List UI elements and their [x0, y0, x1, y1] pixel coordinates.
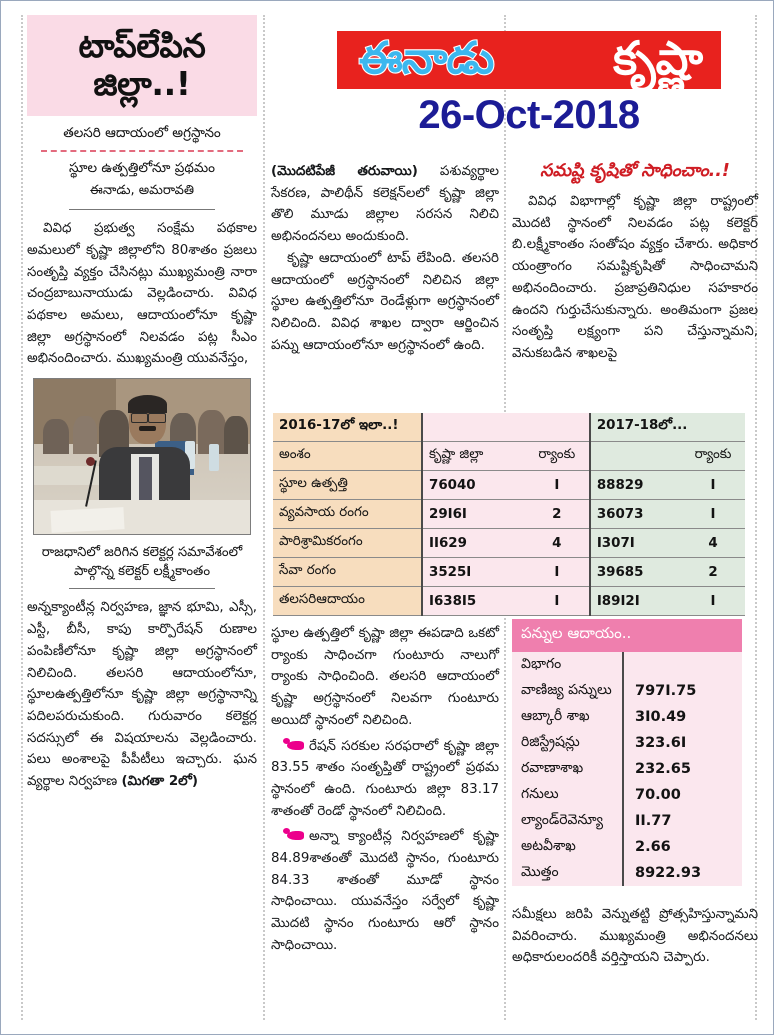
row-rank-2017: I	[681, 471, 745, 500]
economic-indicators-table	[273, 413, 745, 616]
table-header-2016: 2016-17లో ఇలా..!	[273, 413, 422, 442]
table-header-2017: 2017-18లో...	[590, 413, 745, 442]
masthead-title-primary: ఈనాడు	[359, 33, 494, 84]
photo-caption-line-1: రాజధానిలో జరిగిన కలెక్టర్ల సమావేశంలో	[41, 545, 243, 561]
table-col-rank-2016: ర్యాంకు	[525, 442, 590, 471]
right-column	[512, 161, 758, 365]
middle-paragraph-2	[271, 248, 499, 357]
tax-col-header: విభాగం	[521, 655, 562, 672]
row-rank-2016: I	[525, 558, 590, 587]
row-value-2017: 39685	[590, 558, 681, 587]
left-body-paragraph-2	[27, 597, 257, 792]
table-col-district: కృష్ణా జిల్లా	[422, 442, 525, 471]
tax-dept: రిజిస్ట్రేషన్లు	[521, 733, 580, 750]
photo-caption	[27, 535, 257, 585]
tax-table-title: పన్నుల ఆదాయం..	[512, 619, 742, 652]
row-value-2016: 76040	[422, 471, 525, 500]
tax-header-row	[512, 652, 742, 678]
tax-amount: 3I0.49	[623, 704, 742, 730]
photo-attendee	[43, 419, 69, 453]
continued-from-tag: (మొదటిపేజీ తరువాయి)	[271, 164, 418, 179]
row-rank-2017: I	[681, 587, 745, 616]
tax-dept: ఆబ్కారీ శాఖ	[521, 707, 590, 724]
pointing-hand-icon	[287, 741, 304, 750]
photo-eyeglass-right	[148, 413, 165, 423]
tax-dept: ల్యాండ్‌రెవెన్యూ	[521, 811, 604, 828]
row-item: పారిశ్రామికరంగం	[273, 529, 422, 558]
column-divider-middle	[263, 15, 265, 1020]
row-item: వ్యవసాయ రంగం	[273, 500, 422, 529]
kicker-divider	[41, 150, 243, 152]
row-value-2016: 3525I	[422, 558, 525, 587]
table-row	[273, 587, 745, 616]
tax-dept: గనులు	[521, 785, 559, 802]
kicker-line-1: తలసరి ఆదాయంలో అగ్రస్థానం	[63, 125, 221, 142]
photo-collector-tie	[139, 457, 152, 507]
tax-revenue-table	[512, 619, 742, 886]
row-item: తలసరిఆదాయం	[273, 587, 422, 616]
row-rank-2016: I	[525, 471, 590, 500]
tax-amount: 797I.75	[623, 678, 742, 704]
tax-col-header-amount	[623, 652, 742, 678]
tax-row	[512, 808, 742, 834]
table-header-row-cols	[273, 442, 745, 471]
tax-row	[512, 730, 742, 756]
main-headline-banner	[27, 15, 257, 116]
right-text-1: వివిధ విభాగాల్లో కృష్ణా జిల్లా రాష్ట్రంలో మొదటి స్థానంలో నిలవడం పట్ల కలెక్టర్ బి.లక్ష్మీకాంతం సంతోషం వ్యక్తం చేశారు. అధికార యంత్రాంగం సమష్టికృషితో సాధించామని అభినందించారు. ప్రజాప్రతినిధుల సహకారం ఉందని గుర్తుచేసుకున్నారు. అంతిమంగా ప్రజల సంతృప్తి లక్ష్యంగా పని చేస్తున్నామని, వెనుకబడిన శాఖలపై	[512, 194, 758, 361]
tax-dept: రవాణాశాఖ	[521, 759, 584, 776]
right-text-2: సమీక్షలు జరిపి వెన్నుతట్టి ప్రోత్సహిస్తున్నామని వివరించారు. ముఖ్యమంత్రి అభినందనలు అధికారులందరికీ వర్తిస్తాయని చెప్పారు.	[512, 907, 758, 966]
microphone-head-icon	[86, 457, 95, 466]
row-value-2017: I307I	[590, 529, 681, 558]
middle-bullet-1	[271, 736, 499, 823]
publication-date: 26-Oct-2018	[418, 93, 640, 137]
photo-wrapper	[27, 378, 257, 535]
row-item: స్థూల ఉత్పత్తి	[273, 471, 422, 500]
right-paragraph-2	[512, 904, 758, 969]
tax-row	[512, 704, 742, 730]
headline-line-1: టాప్‌లేపిన	[78, 26, 206, 65]
tax-row	[512, 860, 742, 886]
tax-amount: 232.65	[623, 756, 742, 782]
table-row	[273, 471, 745, 500]
tax-row	[512, 782, 742, 808]
table-header-spacer-pink	[422, 413, 525, 442]
byline-rule	[69, 209, 215, 210]
middle-column	[271, 161, 499, 356]
photo-attendee	[224, 416, 248, 453]
middle-column-lower	[271, 623, 499, 957]
column-divider-left	[21, 15, 23, 1020]
tax-row	[512, 756, 742, 782]
left-body-paragraph-1	[27, 218, 257, 370]
collector-meeting-photo	[33, 378, 251, 535]
tax-dept: అటవీశాఖ	[521, 837, 576, 854]
row-value-2016: II629	[422, 529, 525, 558]
photo-moustache	[139, 426, 156, 431]
photo-collector-hair	[128, 395, 167, 414]
row-item: సేవా రంగం	[273, 558, 422, 587]
photo-water-bottle	[209, 444, 219, 470]
table-header-spacer-pink-2	[525, 413, 590, 442]
tax-row	[512, 678, 742, 704]
middle-paragraph-1	[271, 161, 499, 248]
kicker-line-2: స్థూల ఉత్పత్తిలోనూ ప్రథమం	[69, 160, 215, 177]
row-value-2016: 29I6I	[422, 500, 525, 529]
tax-amount: 70.00	[623, 782, 742, 808]
table-col-item: అంశం	[273, 442, 422, 471]
row-value-2017: I89I2I	[590, 587, 681, 616]
headline-line-2: జిల్లా..!	[93, 63, 191, 103]
row-rank-2016: 4	[525, 529, 590, 558]
left-body-text-1: వివిధ ప్రభుత్వ సంక్షేమ పథకాల అమలులో కృష్ణా జిల్లాలోని 80శాతం ప్రజలు సంతృప్తి వ్యక్తం చేసినట్లు ముఖ్యమంత్రి నారా చంద్రబాబునాయుడు వెల్లడించారు. వివిధ పథకాల అమలు, ఆదాయంలోనూ కృష్ణా జిల్లా అగ్రస్థానంలో నిలవడం పట్ల సీఎం అభినందించారు. ముఖ్యమంత్రి యువనేస్తం,	[27, 221, 257, 367]
tax-amount: 323.6I	[623, 730, 742, 756]
photo-papers	[51, 507, 125, 533]
photo-caption-line-2: పాల్గొన్న కలెక్టర్ లక్ష్మీకాంతం	[73, 564, 211, 580]
row-value-2017: 36073	[590, 500, 681, 529]
middle-text-1: పశువ్యర్థాల సేకరణ, పాలిథీన్ కలెక్షన్‌లలో కృష్ణా జిల్లా తొలి మూడు జిల్లాల సరసన నిలిచి అభినందనలు అందుకుంది.	[271, 164, 499, 245]
middle-paragraph-3	[271, 623, 499, 732]
middle-text-3: స్థూల ఉత్పత్తిలో కృష్ణా జిల్లా ఈపడాది ఒకటో ర్యాంకు సాధించగా గుంటూరు నాలుగో ర్యాంకు సాధించింది. తలసరి ఆదాయంలో కృష్ణా అగ్రస్థానంలో నిలవగా గుంటూరు అయిదో స్థానంలో నిలిచింది.	[271, 626, 499, 728]
middle-bullet-text-1: రేషన్ సరకుల సరఫరాలో కృష్ణా జిల్లా 83.55 శాతం సంతృప్తితో రాష్ట్రంలో ప్రథమ స్థానంలో ఉంది. గుంటూరు జిల్లా 83.17 శాతంతో రెండో స్థానంలో నిలిచింది.	[271, 738, 499, 819]
tax-row	[512, 834, 742, 860]
photo-eyeglass-left	[131, 413, 148, 423]
right-paragraph-1	[512, 191, 758, 365]
middle-text-2: కృష్ణా ఆదాయంలో టాప్ లేపింది. తలసరి ఆదాయంలో అగ్రస్థానంలో నిలిచిన జిల్లా స్థూల ఉత్పత్తిలోనూ రెండేళ్లుగా అగ్రస్థానంలో నిలిచింది. వివిధ శాఖల ద్వారా ఆర్జించిన పన్ను ఆదాయంలోనూ అగ్రస్థానంలో ఉంది.	[271, 250, 499, 353]
photo-attendee	[73, 416, 97, 453]
tax-amount: 2.66	[623, 834, 742, 860]
table-header-row-years	[273, 413, 745, 442]
table-row	[273, 500, 745, 529]
byline: ఈనాడు, అమరావతి	[89, 183, 195, 199]
row-rank-2017: 4	[681, 529, 745, 558]
tax-dept: వాణిజ్య పన్నులు	[521, 681, 612, 698]
tax-amount: II.77	[623, 808, 742, 834]
left-column	[27, 15, 257, 793]
tax-amount: 8922.93	[623, 860, 742, 886]
table-col-rank-2017: ర్యాంకు	[681, 442, 745, 471]
right-column-lower	[512, 904, 758, 969]
caption-rule	[69, 588, 215, 589]
tax-dept: మొత్తం	[521, 863, 559, 880]
table-row	[273, 558, 745, 587]
middle-bullet-2	[271, 826, 499, 956]
masthead-title-secondary: కృష్ణా	[613, 31, 703, 85]
pointing-hand-icon	[287, 831, 304, 840]
masthead-banner	[337, 31, 721, 89]
row-rank-2016: I	[525, 587, 590, 616]
row-rank-2017: 2	[681, 558, 745, 587]
row-rank-2016: 2	[525, 500, 590, 529]
row-rank-2017: I	[681, 500, 745, 529]
continued-reference: (మిగతా 2లో)	[121, 774, 199, 790]
tax-table-body	[512, 652, 742, 886]
middle-bullet-text-2: అన్నా క్యాంటీన్ల నిర్వహణలో కృష్ణా 84.89శాతంతో మొదటి స్థానం, గుంటూరు 84.33 శాతంతో మూడో స్థానం సాధించాయి. యువనేస్తం సర్వేలో కృష్ణా మొదటి స్థానం గుంటూరు ఆరో స్థానం సాధించాయి.	[271, 829, 499, 953]
table-row	[273, 529, 745, 558]
table-col-value-2017	[590, 442, 681, 471]
left-body-text-2: అన్నక్యాంటీన్ల నిర్వహణ, జ్ఞాన భూమి, ఎస్సీ, ఎస్టీ, బీసీ, కాపు కార్పొరేషన్ రుణాల పంపిణీలోనూ కృష్ణా జిల్లా అగ్రస్థానంలో నిలిచింది. తలసరి ఆదాయంలోనూ, స్థూలఉత్పత్తిలోనూ కృష్ణా జిల్లా అగ్రస్థానాన్ని పదిలపరుచుకుంది. గురువారం కలెక్టర్ల సదస్సులో ఈ విషయాలను వెల్లడించారు. పలు అంశాలపై పీపీటీలు ఇచ్చారు. ఘన వ్యర్థాల నిర్వహణ	[27, 600, 257, 790]
row-value-2016: I638I5	[422, 587, 525, 616]
row-value-2017: 88829	[590, 471, 681, 500]
right-column-heading: సమష్టి కృషితో సాధించాం..!	[540, 161, 730, 181]
